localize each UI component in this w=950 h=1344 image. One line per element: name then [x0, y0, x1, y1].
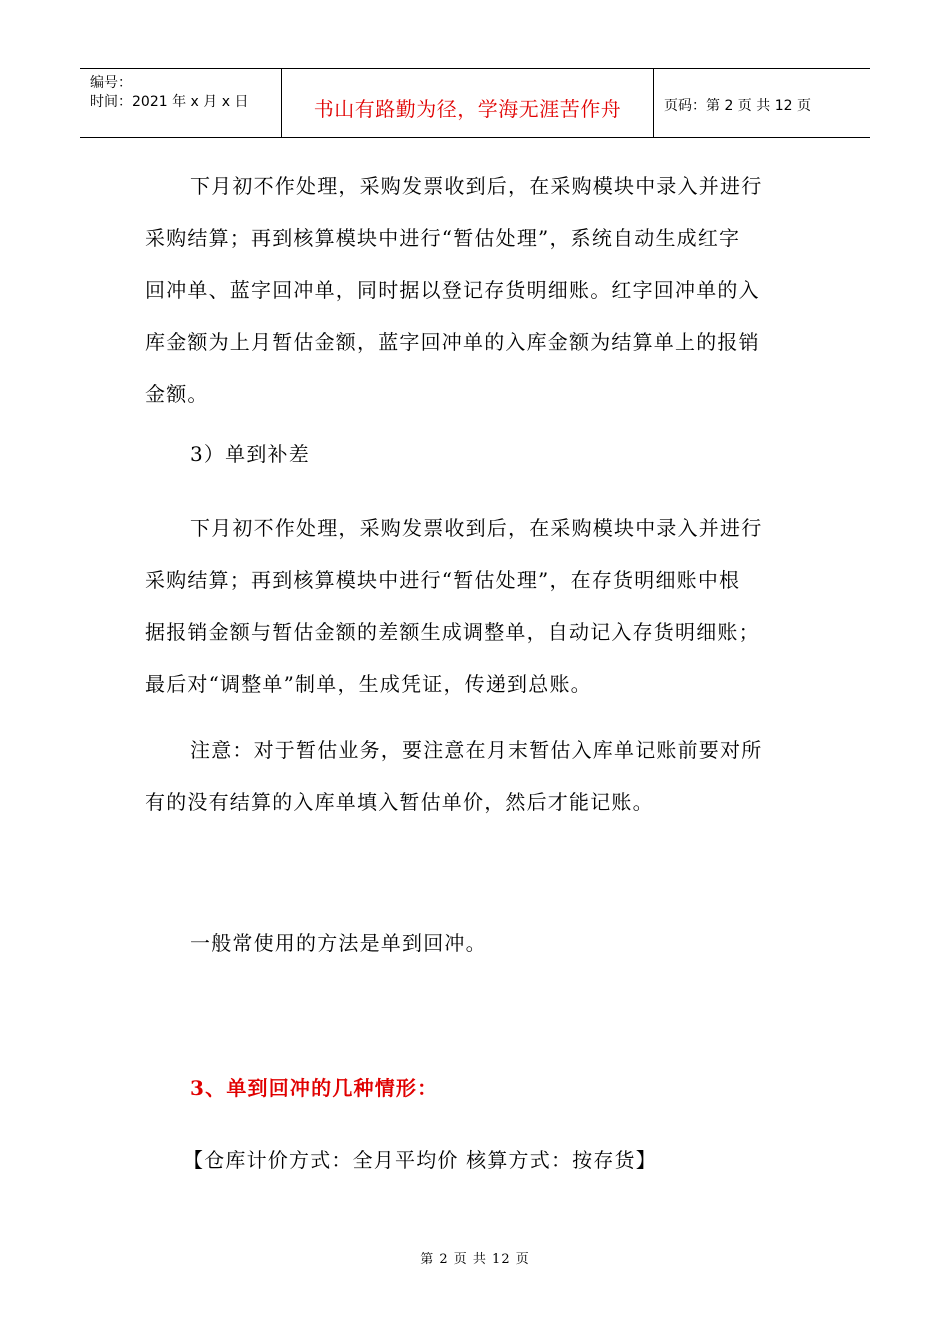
- bracket-line-text: 【仓库计价方式：全月平均价 核算方式：按存货】: [183, 1148, 657, 1172]
- document-number-label: 编号：: [90, 75, 132, 91]
- header-meta-cell: [80, 69, 282, 137]
- paragraph-line: 金额。: [145, 382, 209, 406]
- paragraph-line: 最后对“调整单”制单，生成凭证，传递到总账。: [145, 672, 592, 696]
- document-date-label: 时间：2021 年 x 月 x 日: [90, 94, 249, 110]
- note-line: 注意：对于暂估业务，要注意在月末暂估入库单记账前要对所: [190, 738, 763, 762]
- paragraph-line: 采购结算；再到核算模块中进行“暂估处理”，在存货明细账中根: [145, 568, 741, 592]
- common-method-text: 一般常使用的方法是单到回冲。: [190, 931, 487, 955]
- note-line: 有的没有结算的入库单填入暂估单价，然后才能记账。: [145, 790, 654, 814]
- paragraph-2: [145, 502, 805, 710]
- bracket-line: [183, 1134, 843, 1186]
- subheading-3: [145, 428, 805, 480]
- paragraph-line: 回冲单、蓝字回冲单，同时据以登记存货明细账。红字回冲单的入: [145, 278, 760, 302]
- header-motto-cell: [282, 69, 654, 137]
- document-header: [80, 68, 870, 138]
- paragraph-line: 库金额为上月暂估金额，蓝字回冲单的入库金额为结算单上的报销: [145, 330, 760, 354]
- paragraph-line: 下月初不作处理，采购发票收到后，在采购模块中录入并进行: [190, 174, 763, 198]
- page-footer: 第 2 页 共 12 页: [420, 1252, 530, 1267]
- section-title: [145, 1062, 805, 1114]
- paragraph-line: 下月初不作处理，采购发票收到后，在采购模块中录入并进行: [190, 516, 763, 540]
- header-motto: 书山有路勤为径，学海无涯苦作舟: [313, 97, 622, 121]
- header-page-info: 页码：第 2 页 共 12 页: [664, 98, 811, 114]
- section-title-text: 3、单到回冲的几种情形：: [190, 1076, 439, 1100]
- subheading-text: 3）单到补差: [190, 442, 310, 466]
- header-page-cell: [654, 69, 870, 137]
- common-method-paragraph: [145, 917, 805, 969]
- paragraph-line: 采购结算；再到核算模块中进行“暂估处理”，系统自动生成红字: [145, 226, 741, 250]
- paragraph-line: 据报销金额与暂估金额的差额生成调整单，自动记入存货明细账；: [145, 620, 760, 644]
- paragraph-1: [145, 160, 805, 420]
- note-paragraph: [145, 724, 805, 828]
